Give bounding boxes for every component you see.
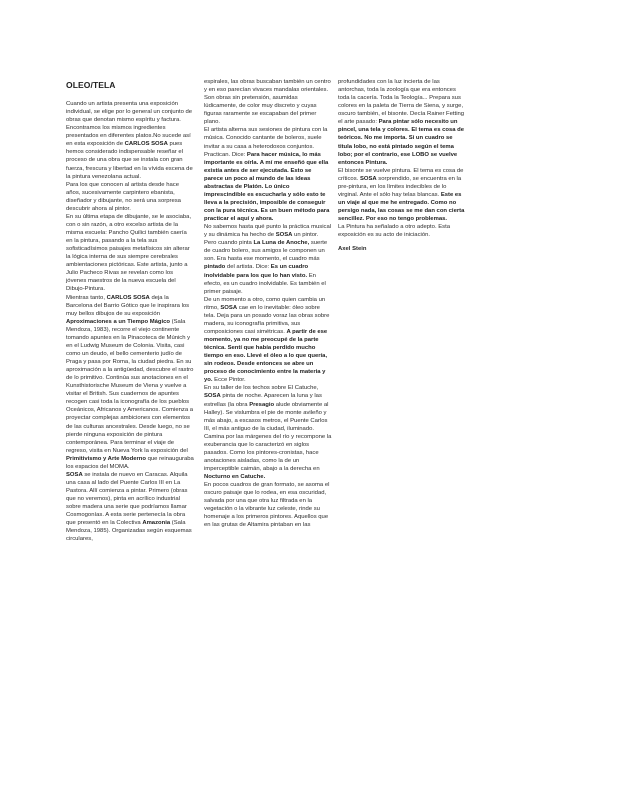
text-run: (Sala Mendoza, 1983), recorre el viejo continente tomando apuntes en la Pinacoteca de Múnich y en el Ludwig Museum de Colonia. Visita, casi como un deudo, el bello cementerio judío de Praga y pasa por Roma, la ciudad piedra. En su aproximación a la antigüedad, descubre el rastro de lo primitivo. Continúa sus anotaciones en el Kunsthistorische Museum de Viena y vuelve a visitar el British. Sus cuadernos de apuntes recogen casi toda la iconografía de los pueblos Oceánicos, Africanos y Americanos. Comienza a proyectar complejas ambiciones con elementos de las culturas ancestrales. Desde luego, no se pierde ninguna exposición de pintura contemporánea. Para terminar el viaje de regreso, visita en Nueva York la exposición del bbox=[66, 318, 194, 454]
text-run: pues hemos considerado indispensable reseñar el proceso de una obra que se instala con gran fuerza, frescura y libertad en la vívida escena de la pintura venezolana actual. bbox=[66, 141, 193, 180]
paragraph bbox=[338, 223, 466, 239]
text-run: La Pintura ha señalado a otro adepto. Esta exposición es su acto de iniciación. bbox=[338, 224, 451, 239]
bold-text: Para hacer música, lo más importante es oírla. A mí me enseñó que ella existía antes de ser ejecutada. Esto se parece un poco al mundo de las ideas abstractas de Platón. Lo único imprescindible es escucharla y sólo esto te lleva a la precisión, imposible de conseguir con la pura técnica. Es un buen método para practicar el aquí y ahora. bbox=[204, 151, 330, 223]
text-run: El artista alterna sus sesiones de pintura con la música. Conocido cantante de boleros, suele invitar a su casa a heterodoxos conjuntos. Practican. Dice: bbox=[204, 127, 328, 158]
bold-text: CARLOS SOSA bbox=[124, 141, 168, 148]
text-run: Ecce Pintor. bbox=[212, 377, 246, 384]
article-title: OLEO/TELA bbox=[66, 80, 116, 90]
bold-text: SOSA bbox=[359, 175, 377, 182]
text-run: un pintor. Pero cuando pinta bbox=[204, 232, 319, 247]
paragraph bbox=[66, 181, 194, 213]
text-run: En pocos cuadros de gran formato, se asoma el oscuro paisaje que lo rodea, en esa oscuridad, salvada por una que otra luz filtrada en la vegetación o la vibrante luz celeste, rinde su homenaje a los primeros pintores. Aquellos que en las grutas de Altamira pintaban en las bbox=[204, 482, 330, 529]
text-run: (Sala Mendoza, 1985). Organizadas según esquemas circulares, bbox=[66, 520, 192, 543]
column-3 bbox=[338, 78, 466, 253]
text-run: profundidades con la luz incierta de las antorchas, toda la zoología que era entonces toda la cacería. Toda la Teología... Prepara sus colores en la paleta de Tierra de Siena, y surge, oscuro también, el bisonte. Decía Rainer Fetting el arte pasado: bbox=[338, 79, 465, 126]
text-run: pinta de noche. Aparecen la luna y las estrellas (la obra bbox=[204, 393, 322, 408]
bold-text: Es un cuadro inolvidable para los que lo han visto. bbox=[204, 264, 309, 279]
text-run: del artista. Dice: bbox=[225, 264, 271, 271]
text-run: deja la Barcelona del Barrio Gótico que le inspirara los muy bellos dibujos de su exposición bbox=[66, 294, 190, 317]
paragraph bbox=[204, 223, 332, 296]
paragraph bbox=[338, 167, 466, 223]
text-run: alude obviamente al Halley). Se vislumbra el pie de monte avileño y más abajo, a escasos metros, el Puente Carlos III, el más antiguo de la ciudad, iluminado. Camina por las márgenes del río y recompone la exuberancia que lo caracterizó en siglos pasados. Como los pintores-cronistas, hace anotaciones aisladas, como la de un imperceptible caimán, abajo a la derecha en bbox=[204, 401, 332, 472]
text-run: sorprendido, se encuentra en la pre-pintura, en los límites indecibles de lo virginal. Ante el sólo hay telas blancas. bbox=[338, 175, 462, 198]
bold-text: Para pintar sólo necesito un pincel, una tela y colores. El tema es cosa de teóricos. No me importa. Si un cuadro se titula lobo, no está pintado según el tema lobo; por el contrario, ese LOBO se vuelve entonces Pintura. bbox=[338, 119, 465, 166]
text-run: El bisonte se vuelve pintura. El tema es cosa de críticos. bbox=[338, 167, 464, 182]
bold-text: Amazonia bbox=[142, 520, 171, 527]
paragraph bbox=[204, 78, 332, 126]
column-1 bbox=[66, 80, 194, 543]
text-run: No sucede así en esta exposición de bbox=[66, 133, 191, 148]
text-run: cae en lo inevitable: óleo sobre tela. Deja para un posado voraz las obras sobre madera, su iconografía primitiva, sus composiciones casi simétricas. bbox=[204, 304, 330, 335]
text-run: Para los que conocen al artista desde hace años, sucesivamente carpintero ebanista, diseñador y dibujante, no será una sorpresa descubrir ahora al pintor. bbox=[66, 181, 181, 212]
text-run: se instala de nuevo en Caracas. Alquila una casa al lado del Puente Carlos III en La Pastora. Allí comienza a pintar. Primero (obras que no veremos), pinta en acrílico industrial sobre madera una serie que podríamos llamar Cosmogonías. A esta serie pertenecía la obra que presentó en la Colectiva bbox=[66, 471, 188, 527]
text-run: En su última etapa de dibujante, se le asociaba, con o sin razón, a otro excelso artista de la misma escuela: Pancho Quilici también caería en la pintura, pasando a la tela sus sofisticadísimos paisajes metafísicos sin alterar la lógica interna de sus siempre cerebrales ambientaciones pictóricas. Este artista, junto a Julio Pacheco Rivas se revelan como los jóvenes maestros de la nueva escuela del Dibujo-Pintura. bbox=[66, 213, 192, 293]
text-run: suerte de cuadro bolero, sus amigos le componen un son. Era hasta ese momento, el cuadro más bbox=[204, 240, 328, 263]
text-run: Mientras tanto, bbox=[66, 294, 107, 301]
bold-text: SOSA bbox=[204, 393, 221, 400]
text-run: En su taller de los techos sobre El Catuche, bbox=[204, 385, 319, 392]
paragraph bbox=[66, 213, 194, 294]
paragraph bbox=[204, 481, 332, 529]
paragraph bbox=[204, 296, 332, 385]
column-2 bbox=[204, 78, 332, 530]
text-run: De un momento a otro, como quien cambia un ritmo, bbox=[204, 296, 326, 311]
bold-text: Este es un viaje al que me he entregado. Como no persigo nada, las cosas se me dan con cierta sencillez. Por eso no tengo problemas. bbox=[338, 191, 465, 223]
text-run: espirales, las obras buscaban también un centro y en eso parecían vivaces mandalas orientales. Son obras sin pretensión, asumidas lúdicamente, de color muy discreto y cuyas figuras raramente se escapaban del primer plano. bbox=[204, 79, 331, 126]
bold-text: A partir de ese momento, ya no me preocupé de la parte técnica. Sentí que había perdido mucho tiempo en eso. Llevé el óleo a lo que quería, sin rodeos. Desde entonces se abre un proceso de conocimiento entre la materia y yo. bbox=[204, 328, 328, 384]
bold-text: SOSA bbox=[275, 232, 293, 239]
text-run: En efecto, es un cuadro inolvidable. Es también el primer paisaje. bbox=[204, 272, 326, 295]
bold-text: CARLOS SOSA bbox=[106, 294, 150, 301]
text-run: No sabemos hasta qué punto la práctica musical y su dinámica ha hecho de bbox=[204, 224, 332, 239]
bold-text: La Luna de Anoche, bbox=[253, 240, 310, 247]
bold-text: pintado bbox=[204, 264, 226, 271]
paragraph bbox=[66, 100, 194, 181]
bold-text: Nocturno en Catuche. bbox=[204, 474, 266, 481]
bold-text: SOSA bbox=[220, 304, 238, 311]
paragraph bbox=[204, 126, 332, 223]
paragraph bbox=[66, 294, 194, 471]
author-signature: Axel Stein bbox=[338, 246, 367, 253]
bold-text: Aproximaciones a un Tiempo Mágico bbox=[66, 318, 170, 325]
paragraph bbox=[338, 78, 466, 167]
paragraph bbox=[204, 384, 332, 481]
bold-text: SOSA bbox=[66, 471, 83, 478]
bold-text: Primitivismo y Arte Moderno bbox=[66, 455, 146, 462]
paragraph bbox=[66, 471, 194, 544]
text-run: Cuando un artista presenta una exposición individual, se elige por lo general un conjunto de obras que denotan mismo espíritu y factura. Encontramos los mismos ingredientes presentados en diferentes platos. bbox=[66, 101, 193, 140]
bold-text: Presagio bbox=[249, 401, 275, 408]
text-run: que reinauguraba los espacios del MOMA. bbox=[66, 455, 194, 470]
